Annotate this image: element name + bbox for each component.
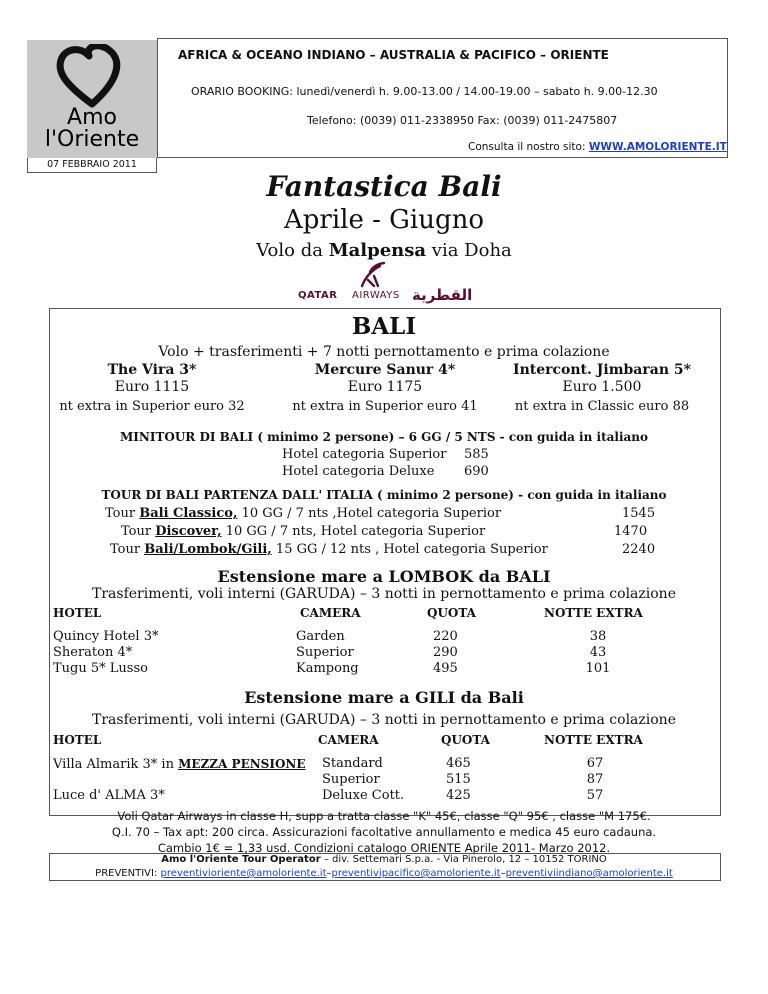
- col-header-quota: QUOTA: [441, 733, 490, 747]
- table-cell: Kampong: [296, 661, 359, 676]
- tour-name: Bali/Lombok/Gili,: [144, 542, 272, 557]
- table-cell: 43: [589, 645, 607, 660]
- website-link[interactable]: WWW.AMOLORIENTE.IT: [588, 141, 727, 153]
- hotel-price: Euro 1115: [114, 379, 190, 395]
- lombok-extra-nights: [578, 629, 618, 677]
- flight-info: [0, 240, 768, 262]
- gili-hotel-name: Luce d' ALMA 3*: [53, 788, 165, 803]
- airline-name-arabic: القطرية: [412, 286, 473, 304]
- hotel-column: [260, 362, 510, 415]
- table-cell: 515: [446, 772, 471, 787]
- gili-subtitle: Trasferimenti, voli interni (GARUDA) – 3 notti in pernottamento e prima colazione: [92, 712, 676, 728]
- table-cell: Quincy Hotel 3*: [53, 629, 159, 644]
- minitour-title: MINITOUR DI BALI ( minimo 2 persone) – 6 GG / 5 NTS - con guida in italiano: [119, 430, 649, 444]
- logo-text-amo: Amo: [67, 105, 117, 130]
- oryx-icon: [358, 262, 388, 288]
- hotel-extra-night: nt extra in Classic euro 88: [514, 399, 690, 414]
- tour-price: 2240: [622, 542, 656, 557]
- table-cell: Deluxe Cott.: [322, 788, 405, 803]
- minitour-row: [282, 446, 489, 463]
- tour-desc: 10 GG / 7 nts ,Hotel categoria Superior: [241, 506, 502, 521]
- table-cell: Standard: [322, 756, 383, 771]
- hotel-name: Mercure Sanur 4*: [314, 362, 456, 378]
- minitour-price: 585: [464, 447, 489, 462]
- tour-name: Discover,: [155, 524, 222, 539]
- offer-title: Fantastica Bali: [266, 170, 502, 203]
- table-cell: 67: [586, 756, 604, 771]
- flight-suffix: via Doha: [431, 240, 512, 261]
- tour-row: [110, 541, 548, 559]
- table-cell: 57: [586, 788, 604, 803]
- lombok-rooms: [296, 629, 359, 677]
- agency-logo: [27, 40, 157, 158]
- issue-date: 07 FEBBRAIO 2011: [27, 158, 157, 173]
- hotel-price: Euro 1175: [347, 379, 423, 395]
- gili-hotel-name: Villa Almarik 3* in: [53, 757, 174, 772]
- email-oriente-link[interactable]: preventivioriente@amoloriente.it: [160, 868, 327, 879]
- quote-emails: [0, 867, 768, 881]
- tour-prefix: Tour: [121, 524, 152, 539]
- table-cell: 495: [433, 661, 458, 676]
- lombok-hotels: [53, 629, 158, 677]
- note-line: Voli Qatar Airways in classe H, supp a tratta classe "K" 45€, classe "Q" 95€ , classe "M 175€.: [117, 809, 651, 823]
- gili-board-type: MEZZA PENSIONE: [178, 757, 306, 771]
- tour-price: 1545: [622, 506, 656, 521]
- col-header-hotel: HOTEL: [53, 606, 102, 620]
- airline-name-light: AIRWAYS: [352, 290, 400, 301]
- tour-title: TOUR DI BALI PARTENZA DALL' ITALIA ( minimo 2 persone) - con guida in italiano: [101, 488, 667, 502]
- airline-name-bold: QATAR: [298, 290, 338, 301]
- table-cell: 465: [446, 756, 471, 771]
- heart-icon: [55, 44, 129, 108]
- col-header-quota: QUOTA: [427, 606, 476, 620]
- tour-desc: 15 GG / 12 nts , Hotel categoria Superior: [275, 542, 548, 557]
- lombok-quotes: [433, 629, 458, 677]
- minitour-price: 690: [464, 464, 489, 479]
- tour-prefix: Tour: [110, 542, 141, 557]
- table-cell: 101: [585, 661, 611, 676]
- destinations-line: AFRICA & OCEANO INDIANO – AUSTRALIA & PACIFICO – ORIENTE: [178, 48, 609, 62]
- tour-row: [105, 505, 501, 523]
- gili-title: Estensione mare a GILI da Bali: [244, 688, 524, 707]
- terms-notes: [0, 808, 768, 856]
- hotel-price: Euro 1.500: [562, 379, 642, 395]
- table-cell: Garden: [296, 629, 345, 644]
- table-cell: Sheraton 4*: [53, 645, 133, 660]
- table-cell: 87: [586, 772, 604, 787]
- company-line: [0, 853, 768, 867]
- tour-desc: 10 GG / 7 nts, Hotel categoria Superior: [225, 524, 486, 539]
- hotel-name: Intercont. Jimbaran 5*: [513, 362, 691, 378]
- hotel-column: [477, 362, 727, 415]
- minitour-row: [282, 463, 489, 480]
- lombok-subtitle: Trasferimenti, voli interni (GARUDA) – 3 notti in pernottamento e prima colazione: [92, 586, 676, 602]
- tour-name: Bali Classico,: [139, 506, 238, 521]
- col-header-camera: CAMERA: [300, 606, 361, 620]
- hotel-extra-night: nt extra in Superior euro 32: [59, 399, 245, 414]
- hotel-extra-night: nt extra in Superior euro 41: [292, 399, 478, 414]
- email-indiano-link[interactable]: preventiviindiano@amoloriente.it: [505, 868, 673, 879]
- hotel-name: The Vira 3*: [107, 362, 197, 378]
- note-line: Q.I. 70 – Tax apt: 200 circa. Assicurazioni facoltative annullamento e medica 45 euro cadauna.: [111, 825, 657, 839]
- hotel-column: [27, 362, 277, 415]
- qatar-airways-logo: [292, 262, 473, 308]
- website-line: [468, 141, 727, 153]
- minitour-label: Hotel categoria Deluxe: [282, 464, 435, 479]
- table-cell: 425: [446, 788, 471, 803]
- table-cell: 290: [433, 645, 458, 660]
- col-header-camera: CAMERA: [318, 733, 379, 747]
- offer-period: Aprile - Giugno: [283, 205, 485, 235]
- gili-extra-nights: [575, 756, 615, 804]
- col-header-hotel: HOTEL: [53, 733, 102, 747]
- booking-hours: ORARIO BOOKING: lunedì/venerdì h. 9.00-13.00 / 14.00-19.00 – sabato h. 9.00-12.30: [191, 85, 658, 98]
- separator: –: [326, 868, 332, 879]
- gili-quotes: [446, 756, 471, 804]
- note-line: Cambio 1€ = 1,33 usd. Condizioni catalogo ORIENTE Aprile 2011- Marzo 2012.: [157, 841, 611, 855]
- tour-row: [121, 523, 485, 541]
- table-cell: Superior: [296, 645, 354, 660]
- company-address: – div. Settemari S.p.a. - Via Pinerolo, 12 – 10152 TORINO: [323, 854, 607, 865]
- preventivi-label: PREVENTIVI:: [95, 868, 158, 879]
- website-label: Consulta il nostro sito:: [468, 141, 586, 153]
- email-pacifico-link[interactable]: preventivipacifico@amoloriente.it: [331, 868, 501, 879]
- lombok-title: Estensione mare a LOMBOK da BALI: [217, 567, 551, 586]
- gili-rooms: [322, 756, 404, 804]
- company-name: Amo l'Oriente Tour Operator: [161, 854, 321, 865]
- tour-prefix: Tour: [105, 506, 136, 521]
- contact-phone: Telefono: (0039) 011-2338950 Fax: (0039) 011-2475807: [307, 114, 618, 127]
- logo-text-oriente: l'Oriente: [44, 127, 140, 152]
- gili-hotel-row: [53, 756, 306, 773]
- flight-city: Malpensa: [328, 240, 427, 261]
- flight-prefix: Volo da: [256, 240, 323, 261]
- minitour-prices: [282, 446, 489, 480]
- table-cell: Superior: [322, 772, 380, 787]
- col-header-notte: NOTTE EXTRA: [544, 733, 643, 747]
- minitour-label: Hotel categoria Superior: [282, 447, 447, 462]
- separator: –: [500, 868, 506, 879]
- tour-price: 1470: [614, 524, 648, 539]
- col-header-notte: NOTTE EXTRA: [544, 606, 643, 620]
- table-cell: 220: [433, 629, 458, 644]
- table-cell: 38: [589, 629, 607, 644]
- bali-subtitle: Volo + trasferimenti + 7 notti pernottamento e prima colazione: [158, 344, 610, 360]
- bali-title: BALI: [351, 313, 417, 340]
- table-cell: Tugu 5* Lusso: [53, 661, 148, 676]
